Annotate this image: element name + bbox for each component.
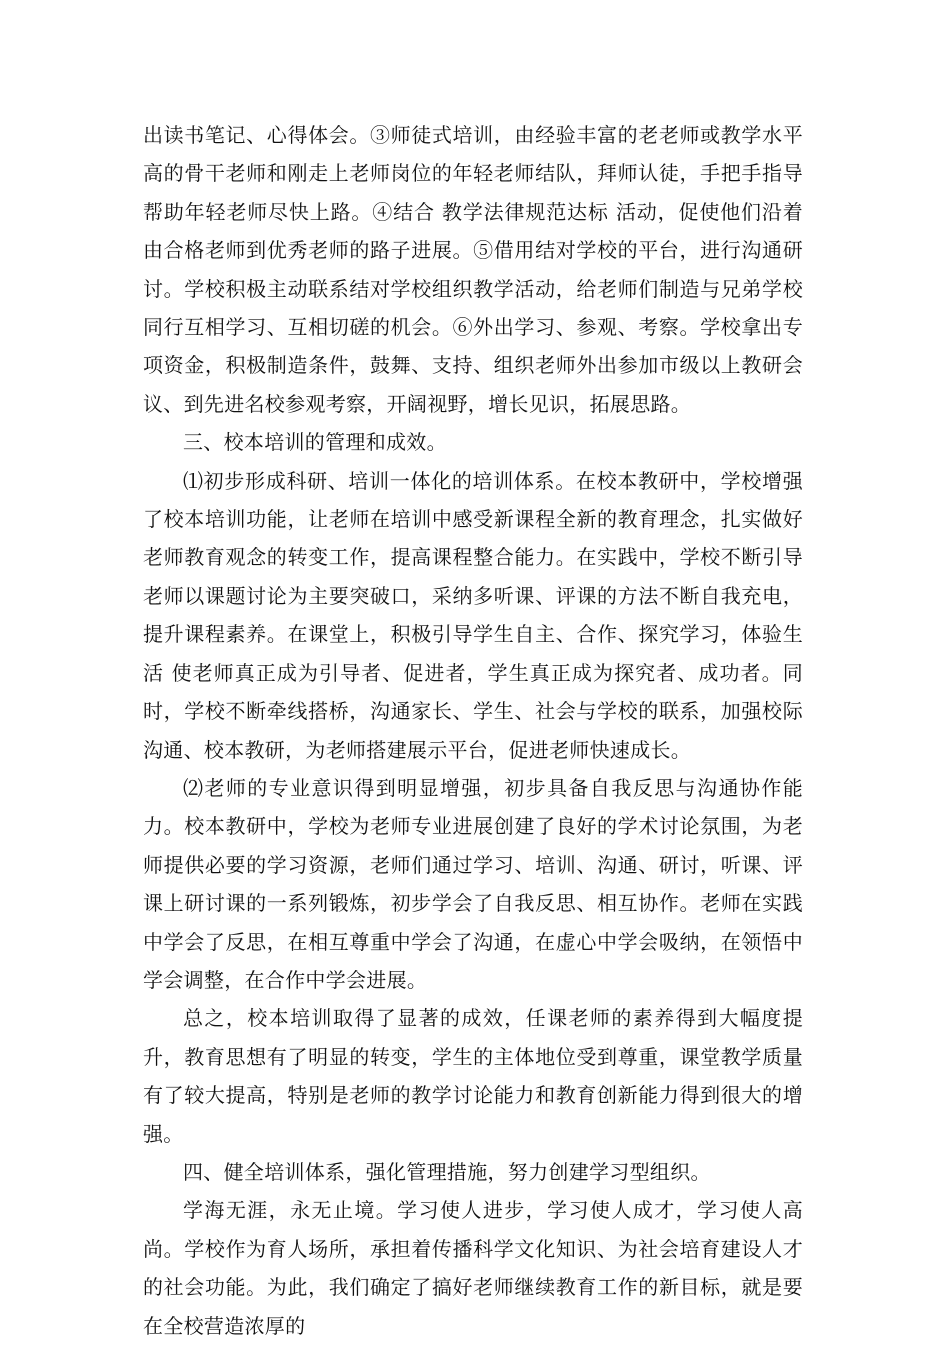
paragraph-3: ⑴初步形成科研、培训一体化的培训体系。在校本教研中，学校增强了校本培训功能，让老师在培训中感受新课程全新的教育理念，扎实做好老师教育观念的转变工作，提高课程整合能力。在实践中，学校不断引导老师以课题讨论为主要突破口，采纳多听课、评课的方法不断自我充电，提升课程素养。在课堂上，积极引导学生自主、合作、探究学习，体验生活 使老师真正成为引导者、促进者，学生真正成为探究者、成功者。同时，学校不断牵线搭桥，沟通家长、学生、社会与学校的联系，加强校际沟通、校本教研，为老师搭建展示平台，促进老师快速成长。 (143, 468, 803, 762)
paragraph-4: ⑵老师的专业意识得到明显增强，初步具备自我反思与沟通协作能力。校本教研中，学校为老师专业进展创建了良好的学术讨论氛围，为老师提供必要的学习资源，老师们通过学习、培训、沟通、研讨，听课、评课上研讨课的一系列锻炼，初步学会了自我反思、相互协作。老师在实践中学会了反思，在相互尊重中学会了沟通，在虚心中学会吸纳，在领悟中学会调整，在合作中学会进展。 (143, 775, 803, 992)
document-body (143, 116, 803, 1345)
section-heading-4: 四、健全培训体系，强化管理措施，努力创建学习型组织。 (183, 1159, 711, 1184)
paragraph-7: 学海无涯，永无止境。学习使人进步，学习使人成才，学习使人高尚。学校作为育人场所，承担着传播科学文化知识、为社会培育建设人才的社会功能。为此，我们确定了搞好老师继续教育工作的新目标，就是要在全校营造浓厚的 (143, 1198, 803, 1338)
section-heading-3: 三、校本培训的管理和成效。 (183, 430, 447, 455)
paragraph-1: 出读书笔记、心得体会。③师徒式培训，由经验丰富的老老师或教学水平高的骨干老师和刚走上老师岗位的年轻老师结队，拜师认徒，手把手指导帮助年轻老师尽快上路。④结合 教学法律规范达标 活动，促使他们沿着由合格老师到优秀老师的路子进展。⑤借用结对学校的平台，进行沟通研讨。学校积极主动联系结对学校组织教学活动，给老师们制造与兄弟学校同行互相学习、互相切磋的机会。⑥外出学习、参观、考察。学校拿出专项资金，积极制造条件，鼓舞、支持、组织老师外出参加市级以上教研会议、到先进名校参观考察，开阔视野，增长见识，拓展思路。 (143, 123, 803, 416)
paragraph-5: 总之，校本培训取得了显著的成效，任课老师的素养得到大幅度提升，教育思想有了明显的转变，学生的主体地位受到尊重，课堂教学质量有了较大提高，特别是老师的教学讨论能力和教育创新能力得到很大的增强。 (143, 1006, 803, 1146)
